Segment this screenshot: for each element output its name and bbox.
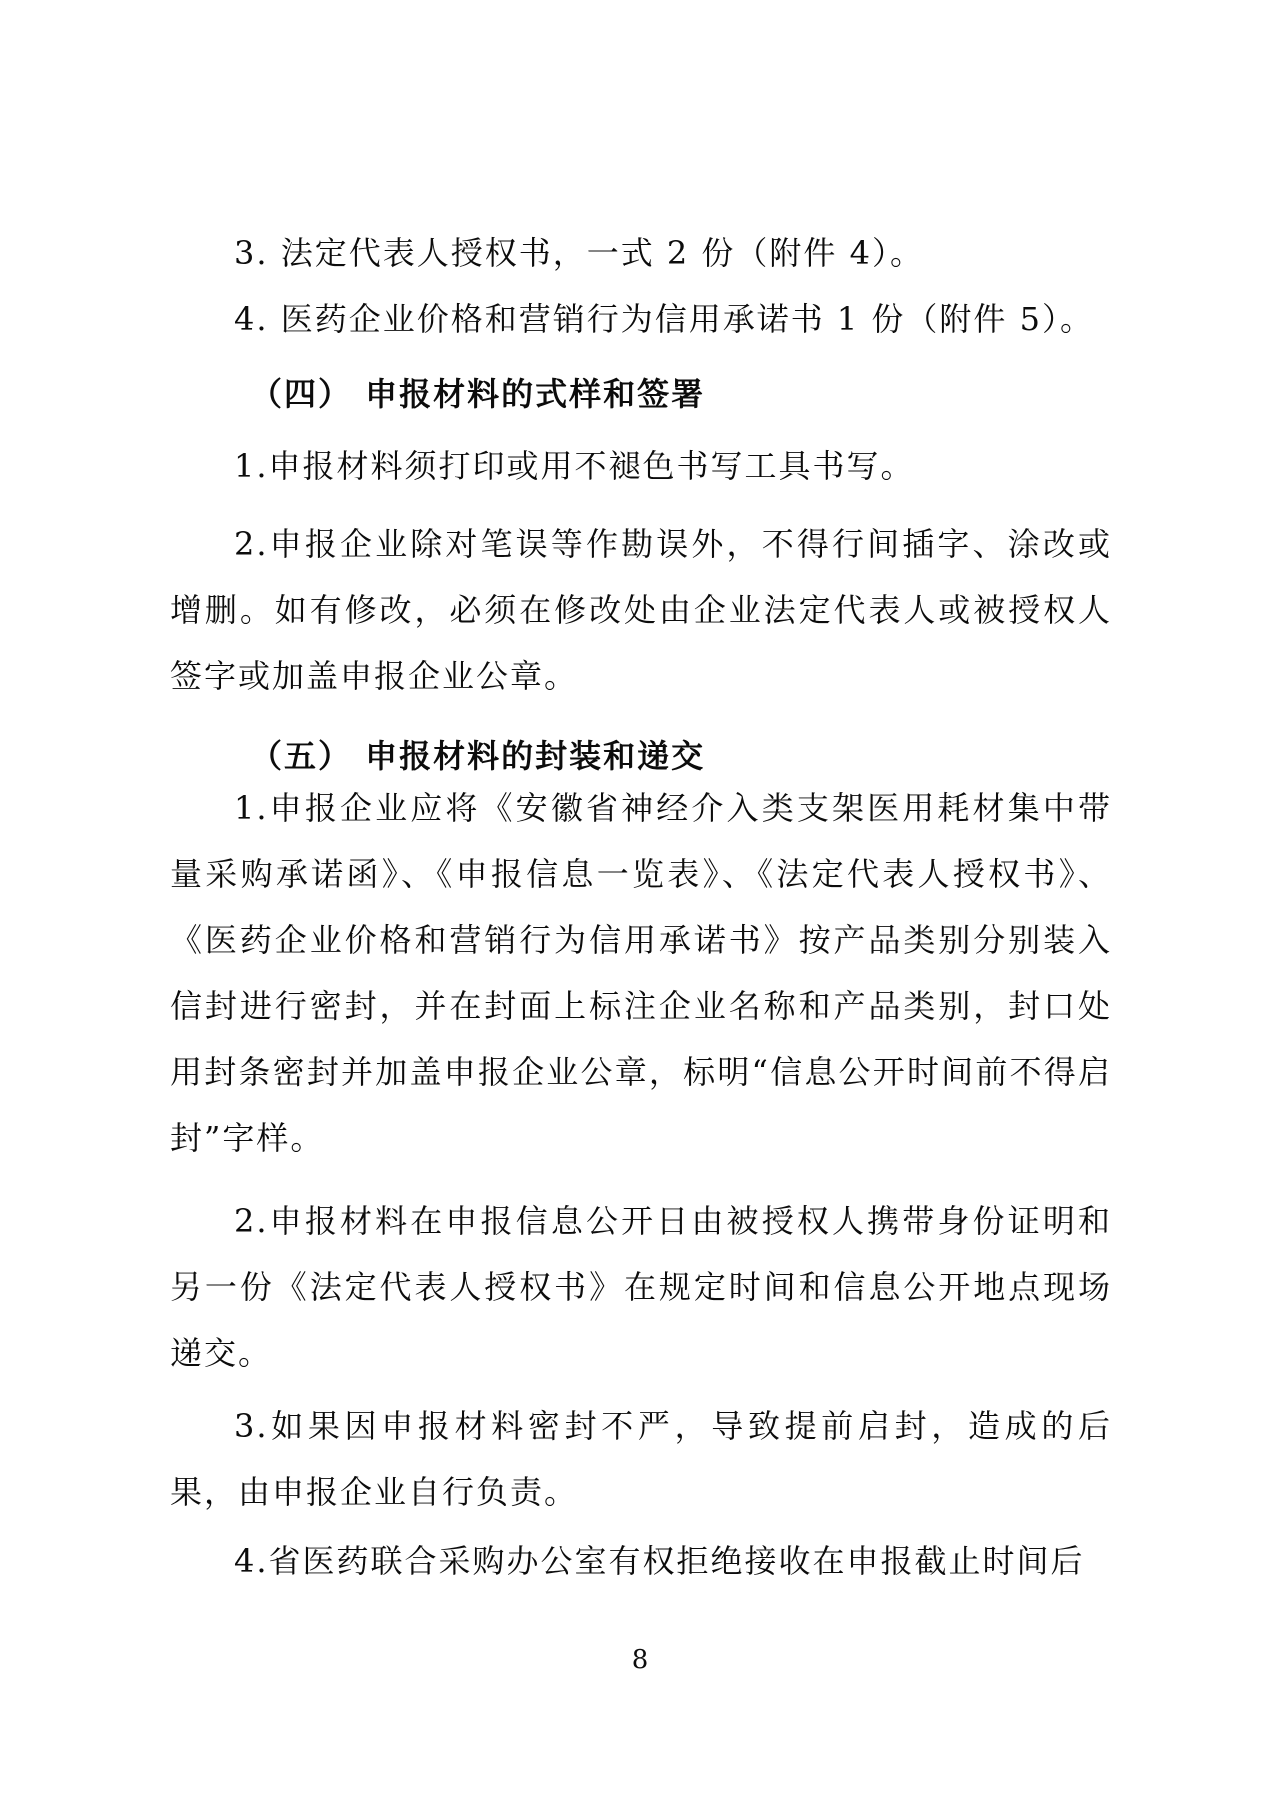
item-3-seal-failure-liability: 3.如果因申报材料密封不严，导致提前启封，造成的后果，由申报企业自行负责。 — [170, 1407, 1112, 1511]
item-1-sealing-instructions: 1.申报企业应将《安徽省神经介入类支架医用耗材集中带量采购承诺函》、《申报信息一览表》、《法定代表人授权书》、《医药企业价格和营销行为信用承诺书》按产品类别分别装入信封进行密封，并在封面上标注企业名称和产品类别，封口处用封条密封并加盖申报企业公章，标明“信息公开时间前不得启封”字样。 — [170, 789, 1112, 1157]
item-1-print-requirement: 1.申报材料须打印或用不褪色书写工具书写。 — [234, 447, 915, 485]
page-number: 8 — [631, 1645, 649, 1675]
item-4-credit-commitment: 4. 医药企业价格和营销行为信用承诺书 1 份（附件 5）。 — [234, 300, 1094, 338]
heading-section-4-format-and-signing: （四） 申报材料的式样和签署 — [250, 375, 706, 413]
heading-section-5-packaging-and-delivery: （五） 申报材料的封装和递交 — [250, 737, 706, 775]
item-3-authorization-letter: 3. 法定代表人授权书，一式 2 份（附件 4）。 — [234, 234, 924, 272]
item-2-onsite-submission: 2.申报材料在申报信息公开日由被授权人携带身份证明和另一份《法定代表人授权书》在规定时间和信息公开地点现场递交。 — [170, 1202, 1112, 1372]
item-2-correction-rules: 2.申报企业除对笔误等作勘误外，不得行间插字、涂改或增删。如有修改，必须在修改处由企业法定代表人或被授权人签字或加盖申报企业公章。 — [170, 525, 1112, 695]
item-4-rejection-after-deadline: 4.省医药联合采购办公室有权拒绝接收在申报截止时间后 — [234, 1542, 1085, 1580]
